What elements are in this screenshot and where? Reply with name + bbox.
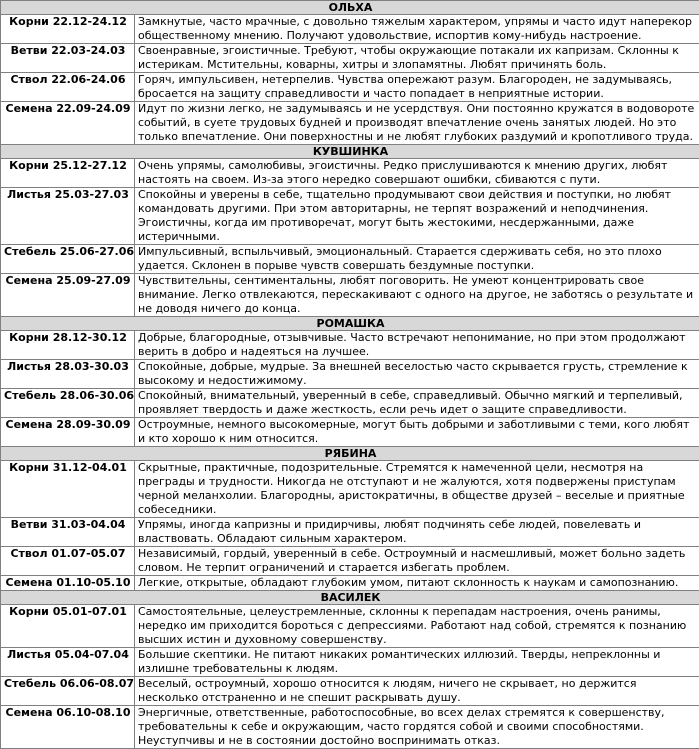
row-description: Спокойный, внимательный, уверенный в себе, справедливый. Обычно мягкий и терпеливый, проявляет твердость и даже жесткость, если речь идет о защите справедливости. — [135, 389, 699, 418]
row-label: Листья 05.04-07.04 — [1, 648, 135, 677]
row-label: Семена 01.10-05.10 — [1, 576, 135, 591]
row-label: Ветви 31.03-04.04 — [1, 518, 135, 547]
row-description: Легкие, открытые, обладают глубоким умом, питают склонность к наукам и самопознанию. — [135, 576, 699, 591]
row-description: Замкнутые, часто мрачные, с довольно тяжелым характером, упрямы и часто идут наперекор общественному мнению. Получают удовольствие, испортив кому-нибудь настроение. — [135, 15, 699, 44]
row-label: Стебель 28.06-30.06 — [1, 389, 135, 418]
table-row — [1, 605, 699, 648]
section-header-row — [1, 591, 699, 605]
row-label: Ствол 01.07-05.07 — [1, 547, 135, 576]
row-label: Листья 25.03-27.03 — [1, 188, 135, 245]
table-row — [1, 331, 699, 360]
table-row — [1, 461, 699, 518]
row-description: Спокойны и уверены в себе, тщательно продумывают свои действия и поступки, но любят командовать другими. При этом авторитарны, не терпят возражений и неподчинения. Эгоистичны, когда им противоречат, могут быть жестокими, несдержанными, даже истеричными. — [135, 188, 699, 245]
row-label: Листья 28.03-30.03 — [1, 360, 135, 389]
table-row — [1, 188, 699, 245]
table-row — [1, 73, 699, 102]
table-row — [1, 245, 699, 274]
row-label: Семена 28.09-30.09 — [1, 418, 135, 447]
row-label: Семена 25.09-27.09 — [1, 274, 135, 317]
section-header-row — [1, 317, 699, 331]
row-label: Корни 22.12-24.12 — [1, 15, 135, 44]
table-row — [1, 576, 699, 591]
table-row — [1, 389, 699, 418]
row-description: Своенравные, эгоистичные. Требуют, чтобы окружающие потакали их капризам. Склонны к истерикам. Мстительны, коварны, хитры и злопамятны. Любят причинять боль. — [135, 44, 699, 73]
table-body — [1, 1, 699, 749]
table-row — [1, 648, 699, 677]
row-description: Остроумные, немного высокомерные, могут быть добрыми и заботливыми с теми, кого любят и кто хорошо к ним относится. — [135, 418, 699, 447]
section-header-row — [1, 447, 699, 461]
table-row — [1, 274, 699, 317]
row-label: Ветви 22.03-24.03 — [1, 44, 135, 73]
row-description: Большие скептики. Не питают никаких романтических иллюзий. Тверды, непреклонны и излишне требовательны к людям. — [135, 648, 699, 677]
row-description: Горяч, импульсивен, нетерпелив. Чувства опережают разум. Благороден, не задумываясь, бросается на защиту справедливости и часто попадает в неприятные истории. — [135, 73, 699, 102]
row-description: Очень упрямы, самолюбивы, эгоистичны. Редко прислушиваются к мнению других, любят настоять на своем. Из-за этого нередко совершают ошибки, сбиваются с пути. — [135, 159, 699, 188]
section-title: ВАСИЛЕК — [1, 591, 699, 605]
row-label: Стебель 06.06-08.07 — [1, 677, 135, 706]
table-row — [1, 360, 699, 389]
row-description: Добрые, благородные, отзывчивые. Часто встречают непонимание, но при этом продолжают верить в добро и надеяться на лучшее. — [135, 331, 699, 360]
row-description: Импульсивный, вспыльчивый, эмоциональный. Старается сдерживать себя, но это плохо удается. Склонен в порыве чувств совершать бездумные поступки. — [135, 245, 699, 274]
table-row — [1, 547, 699, 576]
table-row — [1, 518, 699, 547]
row-description: Независимый, гордый, уверенный в себе. Остроумный и насмешливый, может больно задеть словом. Не терпит ограничений и старается избегать проблем. — [135, 547, 699, 576]
row-label: Корни 28.12-30.12 — [1, 331, 135, 360]
table-row — [1, 44, 699, 73]
section-title: ОЛЬХА — [1, 1, 699, 15]
row-description: Веселый, остроумный, хорошо относится к людям, ничего не скрывает, но держится несколько отстраненно и не спешит раскрывать душу. — [135, 677, 699, 706]
section-title: РОМАШКА — [1, 317, 699, 331]
section-header-row — [1, 145, 699, 159]
row-label: Ствол 22.06-24.06 — [1, 73, 135, 102]
section-header-row — [1, 1, 699, 15]
row-label: Корни 31.12-04.01 — [1, 461, 135, 518]
row-label: Стебель 25.06-27.06 — [1, 245, 135, 274]
table-row — [1, 15, 699, 44]
row-description: Упрямы, иногда капризны и придирчивы, любят подчинять себе людей, повелевать и властвовать. Обладают сильным характером. — [135, 518, 699, 547]
row-label: Корни 25.12-27.12 — [1, 159, 135, 188]
row-label: Корни 05.01-07.01 — [1, 605, 135, 648]
table-row — [1, 677, 699, 706]
section-title: КУВШИНКА — [1, 145, 699, 159]
table-row — [1, 102, 699, 145]
row-label: Семена 06.10-08.10 — [1, 706, 135, 749]
table-row — [1, 418, 699, 447]
row-description: Идут по жизни легко, не задумываясь и не усердствуя. Они постоянно кружатся в водовороте событий, в суете трудовых будней и производят впечатление очень занятых людей. Но это только впечатление. Они поверхностны и не любят глубоких раздумий и кропотливого труда. — [135, 102, 699, 145]
row-description: Самостоятельные, целеустремленные, склонны к перепадам настроения, очень ранимы, нередко им приходится бороться с депрессиями. Работают над собой, стремятся к познанию высших истин и духовному совершенству. — [135, 605, 699, 648]
table-row — [1, 706, 699, 749]
section-title: РЯБИНА — [1, 447, 699, 461]
table-row — [1, 159, 699, 188]
row-description: Скрытные, практичные, подозрительные. Стремятся к намеченной цели, несмотря на преграды и трудности. Никогда не отступают и не жалуются, хотя подвержены приступам черной меланхолии. Благородны, аристократичны, в обществе друзей – веселые и приятные собеседники. — [135, 461, 699, 518]
row-description: Спокойные, добрые, мудрые. За внешней веселостью часто скрывается грусть, стремление к высокому и недостижимому. — [135, 360, 699, 389]
row-description: Энергичные, ответственные, работоспособные, во всех делах стремятся к совершенству, требовательны к себе и окружающим, часто гордятся собой и своими способностями. Неуступчивы и не в состоянии достойно воспринимать отказ. — [135, 706, 699, 749]
row-label: Семена 22.09-24.09 — [1, 102, 135, 145]
row-description: Чувствительны, сентиментальны, любят поговорить. Не умеют концентрировать свое внимание. Легко отвлекаются, перескакивают с одного на другое, не заботясь о результате и не доводя ничего до конца. — [135, 274, 699, 317]
